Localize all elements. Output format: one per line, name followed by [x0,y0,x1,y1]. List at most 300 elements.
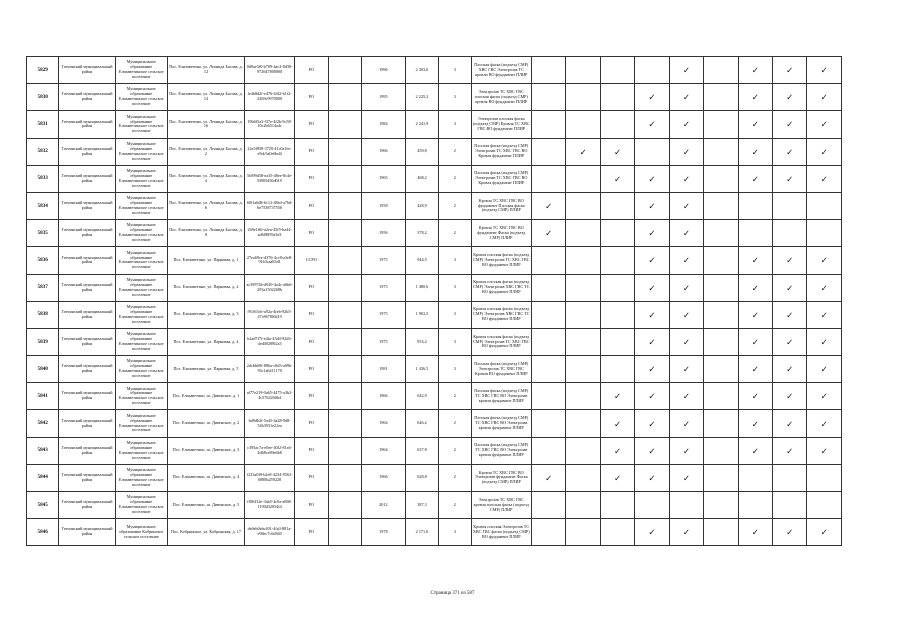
check-cell [807,519,842,546]
settlement-name: Муниципальное образование Кобринское сельское поселение [115,519,167,546]
check-cell [566,220,600,247]
building-guid: b2ad7f7f-e4fa-43d4-92d3-4ed49289f2a3 [245,328,295,355]
table-row [27,464,842,491]
row-number: 5836 [27,247,59,274]
check-cell [669,464,703,491]
check-cell [704,111,738,138]
row-number: 5838 [27,301,59,328]
building-address: Пос. Елизаветино, ул. Парковая, д. 2 [167,274,244,301]
check-icon: ✓ [751,527,759,538]
check-icon: ✓ [751,65,759,76]
work-list: Плоская фаска (подъезд СМР) Электрозав ТС ХВС ГВС Кровля ВО фундамент ПЛИР [471,356,532,383]
check-icon: ✓ [820,65,828,76]
check-cell [704,519,738,546]
empty-cell [328,247,361,274]
check-cell [635,165,669,192]
check-cell [635,410,669,437]
check-cell [704,220,738,247]
check-cell [600,301,634,328]
table-row [27,57,842,84]
check-cell [532,111,566,138]
district-name: Гатчинский муниципальный район [59,492,115,519]
settlement-name: Муниципальное образование Елизаветинское сельское поселение [115,383,167,410]
build-year: 1964 [361,437,405,464]
check-icon: ✓ [648,364,656,375]
building-area: 628,8 [405,464,438,491]
check-icon: ✓ [682,309,690,320]
check-cell [669,111,703,138]
build-year: 1984 [361,111,405,138]
build-year: 1966 [361,464,405,491]
table-row [27,220,842,247]
check-icon: ✓ [545,472,553,483]
check-icon: ✓ [820,119,828,130]
check-icon: ✓ [820,309,828,320]
check-cell [566,437,600,464]
floor-count: 2 [439,383,471,410]
check-cell [738,84,772,111]
check-cell [532,464,566,491]
check-cell [635,247,669,274]
row-number: 5842 [27,410,59,437]
check-cell [600,383,634,410]
check-icon: ✓ [682,282,690,293]
check-icon: ✓ [682,336,690,347]
management-type: РО [295,138,328,165]
check-cell [635,383,669,410]
building-area: 944,5 [405,247,438,274]
check-cell [635,301,669,328]
settlement-name: Муниципальное образование Елизаветинское сельское поселение [115,247,167,274]
build-year: 1966 [361,138,405,165]
check-cell [738,383,772,410]
check-cell [738,165,772,192]
check-cell [600,220,634,247]
building-area: 459,8 [405,138,438,165]
empty-cell [328,492,361,519]
check-cell [704,328,738,355]
table-row [27,192,842,219]
settlement-name: Муниципальное образование Елизаветинское сельское поселение [115,410,167,437]
check-cell [669,165,703,192]
check-icon: ✓ [545,201,553,212]
check-cell [669,383,703,410]
check-icon: ✓ [682,391,690,402]
check-cell [532,410,566,437]
check-cell [532,192,566,219]
table-row [27,519,842,546]
check-cell [566,328,600,355]
building-guid: bd9db3f-5a45-4a28-9d8-54b3931e21ea [245,410,295,437]
check-cell [566,274,600,301]
check-cell [532,220,566,247]
empty-cell [328,220,361,247]
check-cell [566,519,600,546]
build-year: 1975 [361,274,405,301]
check-icon: ✓ [545,228,553,239]
empty-cell [328,165,361,192]
floor-count: 3 [439,84,471,111]
empty-cell [328,57,361,84]
check-icon: ✓ [751,282,759,293]
check-cell [738,464,772,491]
check-icon: ✓ [751,309,759,320]
check-icon: ✓ [614,472,622,483]
check-icon: ✓ [648,255,656,266]
check-cell [704,57,738,84]
check-icon: ✓ [682,364,690,375]
building-address: Пос. Елизаветино, ш. Дивенское, д. 2 [167,410,244,437]
check-cell [635,464,669,491]
check-cell [600,519,634,546]
check-icon: ✓ [786,65,794,76]
check-cell [738,57,772,84]
building-guid: ac39974b-d929-4a4c-a6b6-293a1502268b [245,274,295,301]
work-list: Электрозав ТС ХВС ГВС плоская фаска (подъезд СМР) кровля ВО фундамент ПЛИР [471,84,532,111]
settlement-name: Муниципальное образование Елизаветинское сельское поселение [115,84,167,111]
floor-count: 3 [439,356,471,383]
check-cell [635,328,669,355]
building-area: 637,8 [405,437,438,464]
building-address: Пос. Елизаветино, ул. Парковая, д. 1 [167,247,244,274]
check-icon: ✓ [820,364,828,375]
check-icon: ✓ [820,282,828,293]
work-list: Кровля плоская фаска (подъезд СМР) Электрозав ХВС ГВС ТС ВО фундамент ПЛИР [471,301,532,328]
district-name: Гатчинский муниципальный район [59,383,115,410]
check-cell [669,192,703,219]
check-icon: ✓ [682,92,690,103]
check-icon: ✓ [820,173,828,184]
check-icon: ✓ [820,146,828,157]
check-cell [704,492,738,519]
management-type: РО [295,383,328,410]
management-type: ССРО [295,247,328,274]
settlement-name: Муниципальное образование Елизаветинское сельское поселение [115,111,167,138]
check-icon: ✓ [682,228,690,239]
building-guid: 60f1a6d8-6c12-48ed-a76d-6e7538737556 [245,192,295,219]
empty-cell [328,437,361,464]
check-cell [566,356,600,383]
check-icon: ✓ [614,173,622,184]
settlement-name: Муниципальное образование Елизаветинское сельское поселение [115,328,167,355]
check-cell [635,138,669,165]
check-cell [772,437,806,464]
check-icon: ✓ [786,92,794,103]
check-icon: ✓ [648,201,656,212]
check-cell [704,356,738,383]
building-address: Пос. Елизаветино, ул. Парковая, д. 4 [167,328,244,355]
district-name: Гатчинский муниципальный район [59,437,115,464]
build-year: 1966 [361,383,405,410]
check-cell [532,57,566,84]
check-cell [600,84,634,111]
work-list: Плоская фаска (подъезд СМР) ХВС ГВС Электрозав ТС кровли ВО фундамент ПЛИР [471,57,532,84]
check-cell [772,464,806,491]
district-name: Гатчинский муниципальный район [59,410,115,437]
check-cell [704,301,738,328]
housing-table [26,56,842,546]
work-list: Кровля ТС ХВС ГВС ВО фундамент Фаска (подъезд СМР) ПЛИР [471,220,532,247]
settlement-name: Муниципальное образование Елизаветинское сельское поселение [115,220,167,247]
check-cell [600,138,634,165]
check-cell [600,111,634,138]
table-row [27,383,842,410]
empty-cell [328,464,361,491]
settlement-name: Муниципальное образование Елизаветинское сельское поселение [115,192,167,219]
check-cell [772,84,806,111]
check-cell [600,356,634,383]
check-cell [772,111,806,138]
building-address: Пос. Елизаветино, ул. Леонида Басова, д. 14 [167,84,244,111]
table-row [27,328,842,355]
check-cell [738,328,772,355]
check-cell [738,220,772,247]
check-cell [600,165,634,192]
check-icon: ✓ [682,255,690,266]
check-cell [669,274,703,301]
check-cell [566,247,600,274]
check-cell [532,383,566,410]
check-icon: ✓ [786,418,794,429]
building-address: Пос. Кобринское, ул. Кобринская, д. 17 [167,519,244,546]
check-cell [600,437,634,464]
check-cell [635,192,669,219]
building-guid: 0d9ae5f0-b709-4ac2-8d38-972647800000 [245,57,295,84]
check-icon: ✓ [786,282,794,293]
district-name: Гатчинский муниципальный район [59,192,115,219]
check-cell [772,301,806,328]
settlement-name: Муниципальное образование Елизаветинское сельское поселение [115,301,167,328]
row-number: 5846 [27,519,59,546]
row-number: 5840 [27,356,59,383]
check-cell [566,410,600,437]
check-icon: ✓ [751,391,759,402]
building-address: Пос. Елизаветино, ул. Парковая, д. 3 [167,301,244,328]
build-year: 1975 [361,328,405,355]
check-cell [532,437,566,464]
building-guid: 22e5f858-3729-41c0a1bc-e9dc5a0e6bd4 [245,138,295,165]
check-cell [772,57,806,84]
management-type: РО [295,301,328,328]
table-row [27,111,842,138]
building-guid: 2dcbb69f-886a-c8d3-a09b-93c1a6411170 [245,356,295,383]
building-area: 642,9 [405,383,438,410]
check-cell [738,301,772,328]
district-name: Гатчинский муниципальный район [59,138,115,165]
management-type: РО [295,464,328,491]
row-number: 5830 [27,84,59,111]
check-icon: ✓ [786,309,794,320]
work-list: Кровля плоская фаска (подъезд СМР) Электрозав ХВС ГВС ТС ВО фундамент ПЛИР [471,274,532,301]
check-icon: ✓ [682,472,690,483]
table-row [27,356,842,383]
check-icon: ✓ [682,173,690,184]
building-area: 2 171,6 [405,519,438,546]
check-icon: ✓ [648,336,656,347]
check-cell [532,492,566,519]
work-list: Кровля плоская фаска (подъезд СМР) Электрозав ТС ХВС ГВС ВО фундамент ПЛИР [471,247,532,274]
check-cell [635,519,669,546]
building-address: Пос. Елизаветино, ул. Леонида Басова, д. 8 [167,220,244,247]
building-area: 428,9 [405,192,438,219]
work-list: Плоская фаска (подъезд СМР) Электрозав ТС ХВС ГВС ВО Кровля фундамент ПЛИР [471,165,532,192]
empty-cell [328,356,361,383]
check-icon: ✓ [820,336,828,347]
check-icon: ✓ [751,146,759,157]
check-cell [532,165,566,192]
district-name: Гатчинский муниципальный район [59,111,115,138]
check-icon: ✓ [682,65,690,76]
building-address: Пос. Елизаветино, ш. Дивенское, д. 4 [167,464,244,491]
empty-cell [328,301,361,328]
table-row [27,410,842,437]
empty-cell [328,274,361,301]
check-icon: ✓ [751,255,759,266]
table-row [27,437,842,464]
check-icon: ✓ [648,309,656,320]
check-cell [738,492,772,519]
check-cell [704,84,738,111]
check-icon: ✓ [682,201,690,212]
check-cell [635,220,669,247]
check-icon: ✓ [682,445,690,456]
check-cell [807,165,842,192]
check-cell [704,192,738,219]
building-address: Пос. Елизаветино, ул. Леонида Басова, д. 12 [167,57,244,84]
table-row [27,247,842,274]
check-cell [669,492,703,519]
check-icon: ✓ [648,391,656,402]
settlement-name: Муниципальное образование Елизаветинское сельское поселение [115,492,167,519]
check-icon: ✓ [751,119,759,130]
building-guid: af77e219-0a65-4475-a3b2-4c5762260b4 [245,383,295,410]
build-year: 1975 [361,247,405,274]
empty-cell [328,410,361,437]
building-area: 378,2 [405,220,438,247]
check-cell [669,57,703,84]
management-type: РО [295,519,328,546]
check-cell [738,519,772,546]
check-cell [532,328,566,355]
building-address: Пос. Елизаветино, ш. Дивенское, д. 3 [167,437,244,464]
check-icon: ✓ [820,418,828,429]
check-icon: ✓ [786,527,794,538]
check-cell [532,274,566,301]
floor-count: 2 [439,138,471,165]
check-cell [807,138,842,165]
check-cell [635,356,669,383]
check-cell [704,464,738,491]
building-guid: f223a0f9-b2e8-4234-9563-6888b259228 [245,464,295,491]
work-list: Плоская фаска (подъезд СМР) ТС ХВС ГВС ВО Электрозав кровля фундамент ПЛИР [471,383,532,410]
check-icon: ✓ [751,92,759,103]
building-guid: 19b6f5a3-f37e-4f2b-9c58-10c2b6514a4c [245,111,295,138]
check-cell [807,464,842,491]
check-cell [600,492,634,519]
check-cell [704,383,738,410]
check-cell [669,519,703,546]
floor-count: 2 [439,220,471,247]
building-guid: f8f0432e-3ab5-4c0a-a868-1190d32054f4 [245,492,295,519]
building-guid: f91f63c6-a92a-4feb-92b5-47c8678f6d19 [245,301,295,328]
work-list: Кровля ТС ХВС ГВС ВО Электрозав фундамент Фаска (подъезд СМР) ПЛИР [471,464,532,491]
check-cell [566,383,600,410]
management-type: РО [295,492,328,519]
empty-cell [328,519,361,546]
empty-cell [328,192,361,219]
table-row [27,84,842,111]
building-address: Пос. Елизаветино, ул. Леонида Басова, д. 6 [167,192,244,219]
floor-count: 3 [439,301,471,328]
district-name: Гатчинский муниципальный район [59,328,115,355]
check-cell [807,247,842,274]
table-row [27,492,842,519]
check-cell [772,492,806,519]
district-name: Гатчинский муниципальный район [59,301,115,328]
check-icon: ✓ [786,255,794,266]
district-name: Гатчинский муниципальный район [59,274,115,301]
check-icon: ✓ [751,336,759,347]
check-icon: ✓ [614,418,622,429]
check-cell [772,247,806,274]
building-guid: c395ac7a-e0ee-40f2-81e4-4d68ce80e6b8 [245,437,295,464]
check-cell [738,410,772,437]
check-cell [807,492,842,519]
check-cell [566,301,600,328]
check-cell [772,192,806,219]
check-cell [532,519,566,546]
building-address: Пос. Елизаветино, ш. Дивенское, д. 5 [167,492,244,519]
check-cell [669,220,703,247]
empty-cell [328,138,361,165]
building-area: 1 480,6 [405,274,438,301]
check-icon: ✓ [786,364,794,375]
floor-count: 3 [439,274,471,301]
check-icon: ✓ [820,527,828,538]
check-cell [772,274,806,301]
management-type: РО [295,84,328,111]
row-number: 5839 [27,328,59,355]
work-list: Плоская фаска (подъезд СМР) ТС ХВС ГВС ВО Электрозав кровля фундамент ПЛИР [471,410,532,437]
work-list: Плоская фаска (подъезд СМР) Электрозав ТС ХВС ГВС ВО Кровля фундамент ПЛИР [471,138,532,165]
management-type: РО [295,356,328,383]
management-type: РО [295,328,328,355]
check-cell [738,111,772,138]
district-name: Гатчинский муниципальный район [59,247,115,274]
check-icon: ✓ [751,364,759,375]
build-year: 1995 [361,84,405,111]
empty-cell [328,383,361,410]
building-area: 468,2 [405,165,438,192]
district-name: Гатчинский муниципальный район [59,220,115,247]
district-name: Гатчинский муниципальный район [59,356,115,383]
check-icon: ✓ [648,282,656,293]
row-number: 5844 [27,464,59,491]
table-row [27,165,842,192]
check-cell [669,437,703,464]
check-cell [669,356,703,383]
check-icon: ✓ [648,527,656,538]
row-number: 5841 [27,383,59,410]
work-list: Электрозав ТС ХВС ГВС кровля плоская фаска (подъезд СМР) ПЛИР [471,492,532,519]
row-number: 5837 [27,274,59,301]
check-icon: ✓ [751,445,759,456]
district-name: Гатчинский муниципальный район [59,57,115,84]
check-cell [669,247,703,274]
check-icon: ✓ [648,445,656,456]
row-number: 5831 [27,111,59,138]
management-type: РО [295,220,328,247]
